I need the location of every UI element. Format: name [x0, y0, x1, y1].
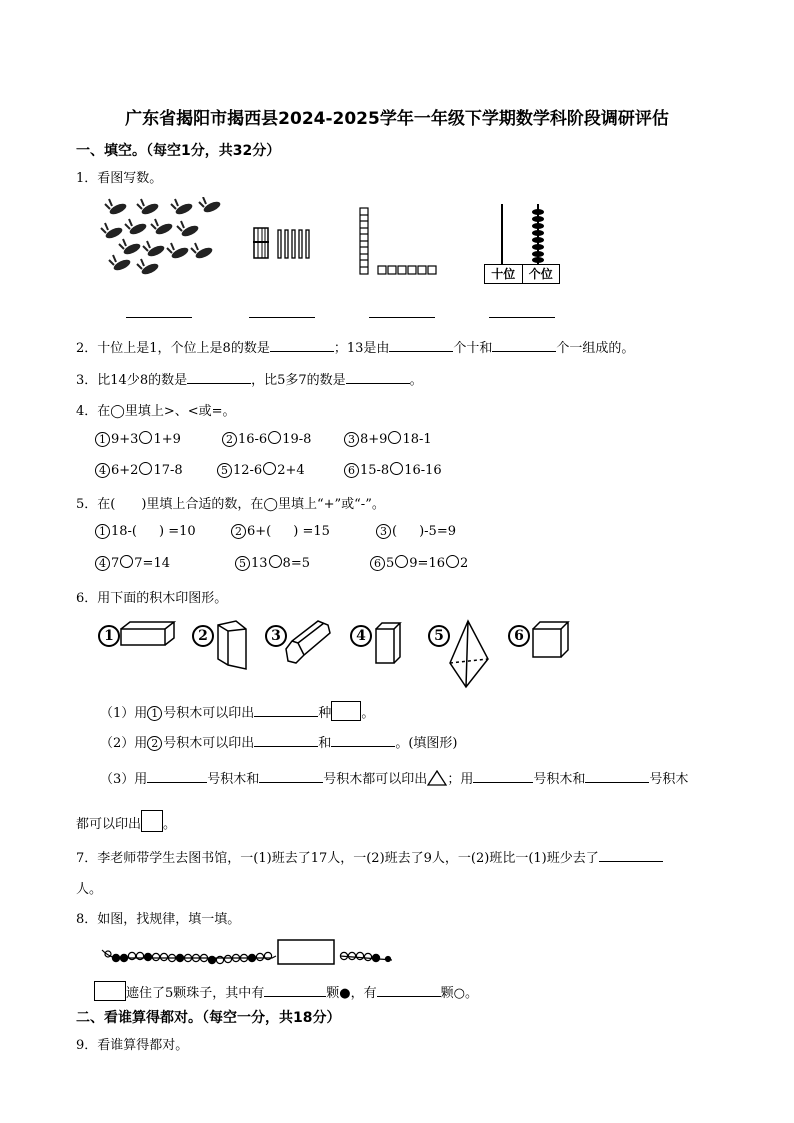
abacus-illustration	[484, 200, 560, 284]
block-number-1: 1	[98, 625, 120, 647]
q5-item-3: 3 ( )-5=9	[376, 524, 456, 539]
triangular-prism-icon	[216, 619, 248, 671]
compare-circle[interactable]	[268, 431, 281, 444]
triangular-pyramid-icon	[446, 619, 492, 689]
q4-item-4: 4 6+2 17-8	[95, 462, 183, 478]
q3-blank-2[interactable]	[346, 371, 410, 384]
q6-3-blank-2[interactable]	[259, 770, 323, 783]
q4-item-5: 5 12-6 2+4	[217, 462, 305, 478]
q6-1-shape-box[interactable]	[331, 701, 361, 721]
q2-blank-3[interactable]	[492, 339, 556, 352]
q5-item-6: 6 5 9=16 2	[370, 555, 468, 571]
q7-blank[interactable]	[599, 849, 663, 862]
cube-icon	[530, 619, 570, 659]
block-number-6: 6	[508, 625, 530, 647]
operator-circle[interactable]	[120, 555, 133, 568]
building-blocks-figure	[98, 617, 598, 689]
q8-cover-box	[94, 981, 126, 1001]
compare-circle[interactable]	[388, 431, 401, 444]
q6-2-blank-2[interactable]	[331, 734, 395, 747]
section-1-heading: 一、填空。（每空1分，共32分）	[76, 143, 281, 159]
q2-blank-2[interactable]	[389, 339, 453, 352]
q1-answer-blank-4[interactable]	[489, 317, 555, 318]
q6-subquestion-3: （3）用 号积木和 号积木都可以印出 ；用 号积木和 号积木	[100, 772, 689, 787]
q6-subquestion-2: （2）用 2 号积木可以印出 和 。(填图形)	[100, 736, 458, 751]
q4-item-1: 1 9+3 1+9	[95, 431, 181, 447]
question-4: 4．在◯里填上>、<或=。	[76, 404, 236, 419]
q6-3-blank-3[interactable]	[473, 770, 533, 783]
compare-circle[interactable]	[263, 462, 276, 475]
carrots-illustration	[100, 197, 230, 277]
question-5: 5．在( )里填上合适的数，在◯里填上“+”或“-”。	[76, 497, 385, 512]
abacus-ones-label: 个位	[528, 267, 553, 281]
q6-subquestion-3-continued: 都可以印出 。	[76, 810, 176, 832]
hexagonal-prism-icon	[282, 619, 334, 667]
q2-blank-1[interactable]	[270, 339, 334, 352]
base-ten-blocks-illustration	[356, 206, 446, 276]
q8-blank-1[interactable]	[264, 984, 326, 997]
q8-answer-line: 遮住了5颗珠子，其中有 颗●，有 颗○。	[94, 981, 478, 1001]
q1-answer-blank-2[interactable]	[249, 317, 315, 318]
q4-item-3: 3 8+9 18-1	[344, 431, 432, 447]
sticks-illustration	[252, 224, 322, 264]
operator-circle[interactable]	[269, 555, 282, 568]
question-8: 8．如图，找规律，填一填。	[76, 912, 241, 927]
q4-item-6: 6 15-8 16-16	[344, 462, 442, 478]
q6-3-blank-4[interactable]	[585, 770, 649, 783]
q5-item-2: 2 6+( ) =15	[231, 524, 330, 539]
question-1: 1．看图写数。	[76, 171, 163, 186]
page-title: 广东省揭阳市揭西县2024-2025学年一年级下学期数学科阶段调研评估	[125, 109, 669, 129]
triangle-shape-icon	[427, 770, 447, 786]
q5-item-4: 4 7 7=14	[95, 555, 170, 571]
cuboid-block-icon	[120, 621, 176, 647]
q5-item-5: 5 13 8=5	[235, 555, 310, 571]
q6-3-blank-1[interactable]	[147, 770, 207, 783]
block-number-4: 4	[350, 625, 372, 647]
q5-item-1: 1 18-( ) =10	[95, 524, 196, 539]
q1-answer-blank-1[interactable]	[126, 317, 192, 318]
block-number-5: 5	[428, 625, 450, 647]
compare-circle[interactable]	[139, 431, 152, 444]
operator-circle[interactable]	[446, 555, 459, 568]
compare-circle[interactable]	[390, 462, 403, 475]
question-2: 2．十位上是1，个位上是8的数是 ；13是由 个十和 个一组成的。	[76, 341, 635, 356]
compare-circle[interactable]	[139, 462, 152, 475]
question-6: 6．用下面的积木印图形。	[76, 591, 228, 606]
block-number-2: 2	[192, 625, 214, 647]
q1-answer-blank-3[interactable]	[369, 317, 435, 318]
question-9: 9．看谁算得都对。	[76, 1038, 189, 1053]
abacus-tens-label: 十位	[485, 265, 523, 283]
square-shape-icon	[141, 810, 163, 832]
question-3: 3．比14少8的数是 ，比5多7的数是 。	[76, 373, 423, 388]
q6-2-blank-1[interactable]	[254, 734, 318, 747]
q3-blank-1[interactable]	[187, 371, 251, 384]
bead-pattern-figure	[100, 936, 400, 970]
operator-circle[interactable]	[395, 555, 408, 568]
q4-item-2: 2 16-6 19-8	[222, 431, 311, 447]
section-2-heading: 二、看谁算得都对。（每空一分，共18分）	[76, 1010, 341, 1026]
q6-subquestion-1: （1）用 1 号积木可以印出 种 。	[100, 701, 374, 721]
q6-1-blank[interactable]	[254, 704, 318, 717]
question-7-continued: 人。	[76, 882, 103, 897]
q8-blank-2[interactable]	[377, 984, 441, 997]
block-number-3: 3	[265, 625, 287, 647]
tall-cuboid-icon	[372, 619, 404, 667]
question-7: 7．李老师带学生去图书馆，一(1)班去了17人，一(2)班去了9人，一(2)班比一(1)班少去了	[76, 847, 663, 866]
